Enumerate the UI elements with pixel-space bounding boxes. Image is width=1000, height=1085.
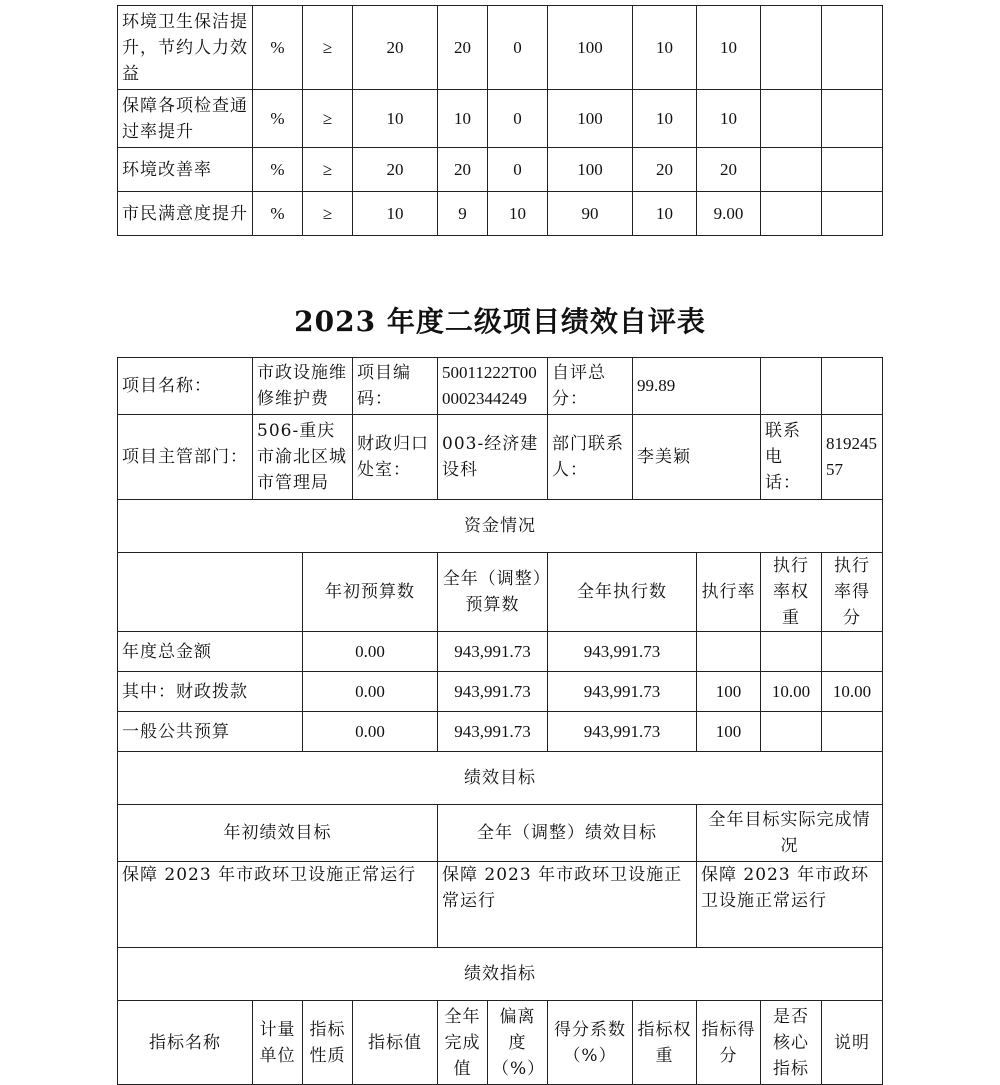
table-row xyxy=(118,192,883,236)
cell-deviation: 0 xyxy=(488,6,548,90)
cell-deviation: 0 xyxy=(488,148,548,192)
funds-cell-adjusted: 943,991.73 xyxy=(438,712,548,752)
cell-unit: % xyxy=(253,90,303,148)
funds-header-score: 执行率得分 xyxy=(822,553,883,632)
cell-empty xyxy=(761,148,822,192)
funds-header-row xyxy=(118,553,883,632)
funds-cell-rate xyxy=(697,632,761,672)
phone-value: 81924557 xyxy=(822,415,883,500)
goal-actual-value: 保障 2023 年市政环卫设施正常运行 xyxy=(697,862,883,948)
goal-header-actual: 全年目标实际完成情况 xyxy=(697,805,883,862)
dept-value: 506-重庆市渝北区城市管理局 xyxy=(253,415,353,500)
cell-empty xyxy=(761,90,822,148)
funds-cell-initial: 0.00 xyxy=(303,632,438,672)
goals-value-row xyxy=(118,862,883,948)
funds-header-adjusted: 全年（调整）预算数 xyxy=(438,553,548,632)
cell-nature: ≥ xyxy=(303,192,353,236)
cell-nature: ≥ xyxy=(303,90,353,148)
cell-empty xyxy=(822,192,883,236)
indicators-header-row xyxy=(118,1001,883,1085)
table-row xyxy=(118,148,883,192)
funds-cell-initial: 0.00 xyxy=(303,712,438,752)
cell-deviation: 0 xyxy=(488,90,548,148)
cell-target: 20 xyxy=(353,148,438,192)
indicators-section-header: 绩效指标 xyxy=(118,948,883,1001)
funds-header-weight: 执行率权重 xyxy=(761,553,822,632)
cell-score: 9.00 xyxy=(697,192,761,236)
cell-coef: 90 xyxy=(548,192,633,236)
cell-empty xyxy=(761,6,822,90)
cell-name: 市民满意度提升 xyxy=(118,192,253,236)
cell-empty xyxy=(822,90,883,148)
cell-coef: 100 xyxy=(548,90,633,148)
ind-header-core: 是否核心指标 xyxy=(761,1001,822,1085)
project-name-row xyxy=(118,358,883,415)
cell-actual: 20 xyxy=(438,148,488,192)
contact-label: 部门联系人： xyxy=(548,415,633,500)
funds-row xyxy=(118,672,883,712)
goal-header-adjusted: 全年（调整）绩效目标 xyxy=(438,805,697,862)
finance-office-value: 003-经济建设科 xyxy=(438,415,548,500)
project-name-label: 项目名称： xyxy=(118,358,253,415)
ind-header-target: 指标值 xyxy=(353,1001,438,1085)
cell-actual: 20 xyxy=(438,6,488,90)
project-evaluation-table xyxy=(117,357,883,1085)
project-code-label: 项目编码： xyxy=(353,358,438,415)
cell-score: 10 xyxy=(697,90,761,148)
cell-name: 环境卫生保洁提升，节约人力效益 xyxy=(118,6,253,90)
funds-cell-score: 10.00 xyxy=(822,672,883,712)
ind-header-deviation: 偏离度（%） xyxy=(488,1001,548,1085)
cell-nature: ≥ xyxy=(303,148,353,192)
funds-cell-executed: 943,991.73 xyxy=(548,672,697,712)
goal-initial-value: 保障 2023 年市政环卫设施正常运行 xyxy=(118,862,438,948)
project-dept-row xyxy=(118,415,883,500)
ind-header-coef: 得分系数（%） xyxy=(548,1001,633,1085)
cell-empty xyxy=(822,6,883,90)
table-row xyxy=(118,6,883,90)
cell-deviation: 10 xyxy=(488,192,548,236)
funds-cell-rate: 100 xyxy=(697,712,761,752)
cell-empty xyxy=(761,192,822,236)
funds-cell-label: 年度总金额 xyxy=(118,632,303,672)
goal-adjusted-value: 保障 2023 年市政环卫设施正常运行 xyxy=(438,862,697,948)
cell-name: 保障各项检查通过率提升 xyxy=(118,90,253,148)
ind-header-score: 指标得分 xyxy=(697,1001,761,1085)
funds-cell-executed: 943,991.73 xyxy=(548,632,697,672)
funds-header-rate: 执行率 xyxy=(697,553,761,632)
funds-cell-score xyxy=(822,712,883,752)
funds-cell-adjusted: 943,991.73 xyxy=(438,632,548,672)
cell-score: 20 xyxy=(697,148,761,192)
funds-header-executed: 全年执行数 xyxy=(548,553,697,632)
finance-office-label: 财政归口处室： xyxy=(353,415,438,500)
goals-section-header: 绩效目标 xyxy=(118,752,883,805)
cell-actual: 10 xyxy=(438,90,488,148)
cell-weight: 10 xyxy=(633,192,697,236)
cell-name: 环境改善率 xyxy=(118,148,253,192)
self-score-value: 99.89 xyxy=(633,358,761,415)
funds-cell-initial: 0.00 xyxy=(303,672,438,712)
funds-row xyxy=(118,712,883,752)
project-name-value: 市政设施维修维护费 xyxy=(253,358,353,415)
self-score-label: 自评总分： xyxy=(548,358,633,415)
funds-cell-weight xyxy=(761,712,822,752)
cell-coef: 100 xyxy=(548,6,633,90)
cell-unit: % xyxy=(253,6,303,90)
table-row xyxy=(118,90,883,148)
funds-header-initial: 年初预算数 xyxy=(303,553,438,632)
ind-header-unit: 计量单位 xyxy=(253,1001,303,1085)
cell-unit: % xyxy=(253,148,303,192)
indicator-table-continued xyxy=(117,5,883,236)
funds-cell-score xyxy=(822,632,883,672)
contact-value: 李美颖 xyxy=(633,415,761,500)
ind-header-weight: 指标权重 xyxy=(633,1001,697,1085)
goal-header-initial: 年初绩效目标 xyxy=(118,805,438,862)
ind-header-note: 说明 xyxy=(822,1001,883,1085)
ind-header-name: 指标名称 xyxy=(118,1001,253,1085)
cell-nature: ≥ xyxy=(303,6,353,90)
project-code-value: 50011222T000002344249 xyxy=(438,358,548,415)
cell-empty xyxy=(822,148,883,192)
ind-header-nature: 指标性质 xyxy=(303,1001,353,1085)
funds-cell-adjusted: 943,991.73 xyxy=(438,672,548,712)
funds-cell-label: 其中：财政拨款 xyxy=(118,672,303,712)
funds-row xyxy=(118,632,883,672)
funds-cell-weight xyxy=(761,632,822,672)
phone-label: 联系电话： xyxy=(761,415,822,500)
cell-coef: 100 xyxy=(548,148,633,192)
cell-target: 10 xyxy=(353,192,438,236)
funds-cell-rate: 100 xyxy=(697,672,761,712)
cell-score: 10 xyxy=(697,6,761,90)
page-title: 2023 年度二级项目绩效自评表 xyxy=(294,305,706,338)
goals-header-row xyxy=(118,805,883,862)
funds-cell-weight: 10.00 xyxy=(761,672,822,712)
funds-cell-executed: 943,991.73 xyxy=(548,712,697,752)
funds-section-header: 资金情况 xyxy=(118,500,883,553)
cell-unit: % xyxy=(253,192,303,236)
cell-weight: 20 xyxy=(633,148,697,192)
cell-actual: 9 xyxy=(438,192,488,236)
cell-weight: 10 xyxy=(633,90,697,148)
dept-label: 项目主管部门： xyxy=(118,415,253,500)
cell-weight: 10 xyxy=(633,6,697,90)
cell-target: 10 xyxy=(353,90,438,148)
cell-target: 20 xyxy=(353,6,438,90)
ind-header-actual: 全年完成值 xyxy=(438,1001,488,1085)
funds-cell-label: 一般公共预算 xyxy=(118,712,303,752)
